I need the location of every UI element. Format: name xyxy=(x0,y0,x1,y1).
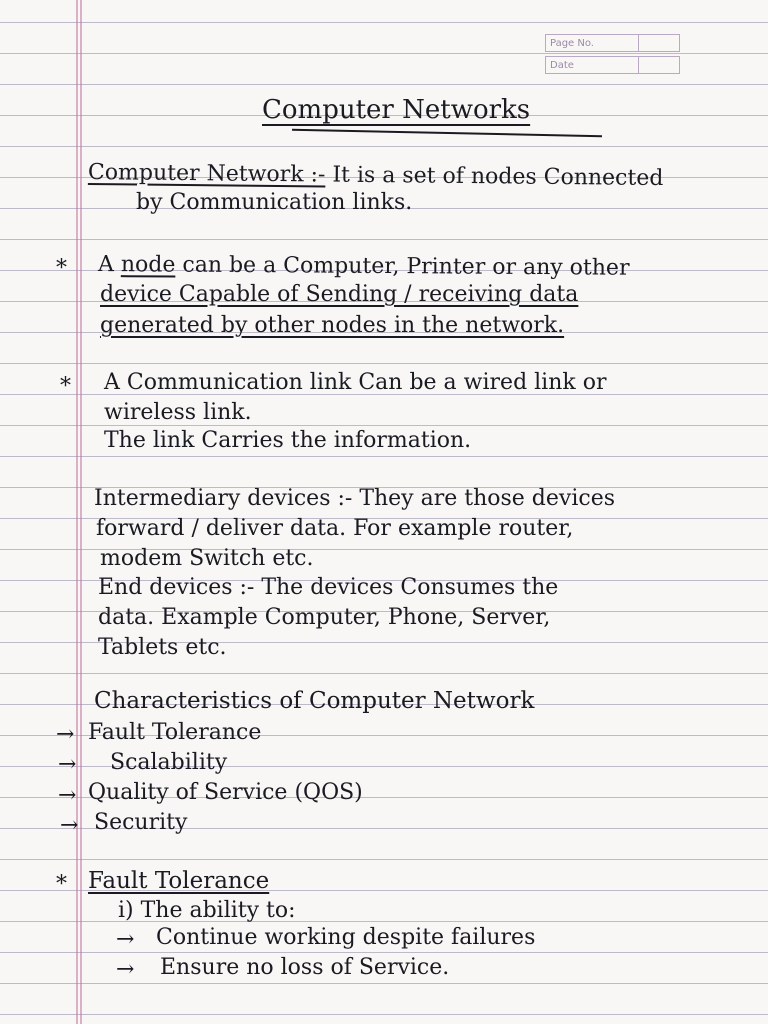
margin-line-left xyxy=(76,0,78,1024)
characteristic-item: Security xyxy=(94,810,188,835)
devices-line-2: forward / deliver data. For example router, xyxy=(96,516,574,541)
definition-line-1 xyxy=(88,160,664,192)
characteristic-item: Quality of Service (QOS) xyxy=(88,780,363,805)
definition-text-1: It is a set of nodes Connected xyxy=(332,162,664,192)
link-note-line-2: wireless link. xyxy=(104,400,252,425)
devices-line-6: Tablets etc. xyxy=(98,635,227,660)
page-title: Computer Networks xyxy=(262,95,531,125)
arrow-icon: → xyxy=(58,783,77,808)
node-term: node xyxy=(120,252,176,278)
characteristics-heading: Characteristics of Computer Network xyxy=(94,688,535,714)
link-note-line-3: The link Carries the information. xyxy=(104,428,472,453)
arrow-icon: → xyxy=(116,927,135,952)
date-label: Date xyxy=(550,60,574,71)
arrow-icon: → xyxy=(58,752,77,777)
devices-line-3: modem Switch etc. xyxy=(100,546,314,571)
page-no-label: Page No. xyxy=(550,38,594,49)
margin-line-right xyxy=(80,0,82,1024)
node-note-prefix: A xyxy=(97,252,114,278)
sub-marker: i) xyxy=(118,898,134,923)
characteristic-item: Fault Tolerance xyxy=(88,720,262,745)
devices-line-1: Intermediary devices :- They are those devices xyxy=(94,486,616,511)
node-note-line-1 xyxy=(98,252,630,282)
definition-term: Computer Network :- xyxy=(87,160,326,188)
node-note-rest: can be a Computer, Printer or any other xyxy=(182,252,630,281)
link-note-line-1: A Communication link Can be a wired link or xyxy=(104,370,607,395)
node-note-line-3: generated by other nodes in the network. xyxy=(100,313,565,338)
devices-line-5: data. Example Computer, Phone, Server, xyxy=(98,605,551,630)
fault-tolerance-heading: Fault Tolerance xyxy=(88,868,270,894)
arrow-icon: → xyxy=(56,722,75,747)
page-no-field xyxy=(545,34,680,52)
fault-tolerance-sub xyxy=(118,898,296,924)
fault-tolerance-point: Continue working despite failures xyxy=(156,925,536,950)
characteristic-item: Scalability xyxy=(110,750,228,775)
node-note-asterisk: * xyxy=(56,256,67,281)
link-note-asterisk: * xyxy=(60,374,71,399)
date-field xyxy=(545,56,680,74)
devices-line-4: End devices :- The devices Consumes the xyxy=(98,575,559,600)
fault-tolerance-asterisk: * xyxy=(56,872,67,897)
title-underline xyxy=(292,129,602,137)
node-note-line-2: device Capable of Sending / receiving data xyxy=(100,282,579,307)
page-header-box xyxy=(545,32,680,78)
definition-line-2: by Communication links. xyxy=(136,190,413,215)
arrow-icon: → xyxy=(60,813,79,838)
arrow-icon: → xyxy=(116,957,135,982)
sub-text: The ability to: xyxy=(140,898,296,923)
fault-tolerance-point: Ensure no loss of Service. xyxy=(160,955,450,980)
